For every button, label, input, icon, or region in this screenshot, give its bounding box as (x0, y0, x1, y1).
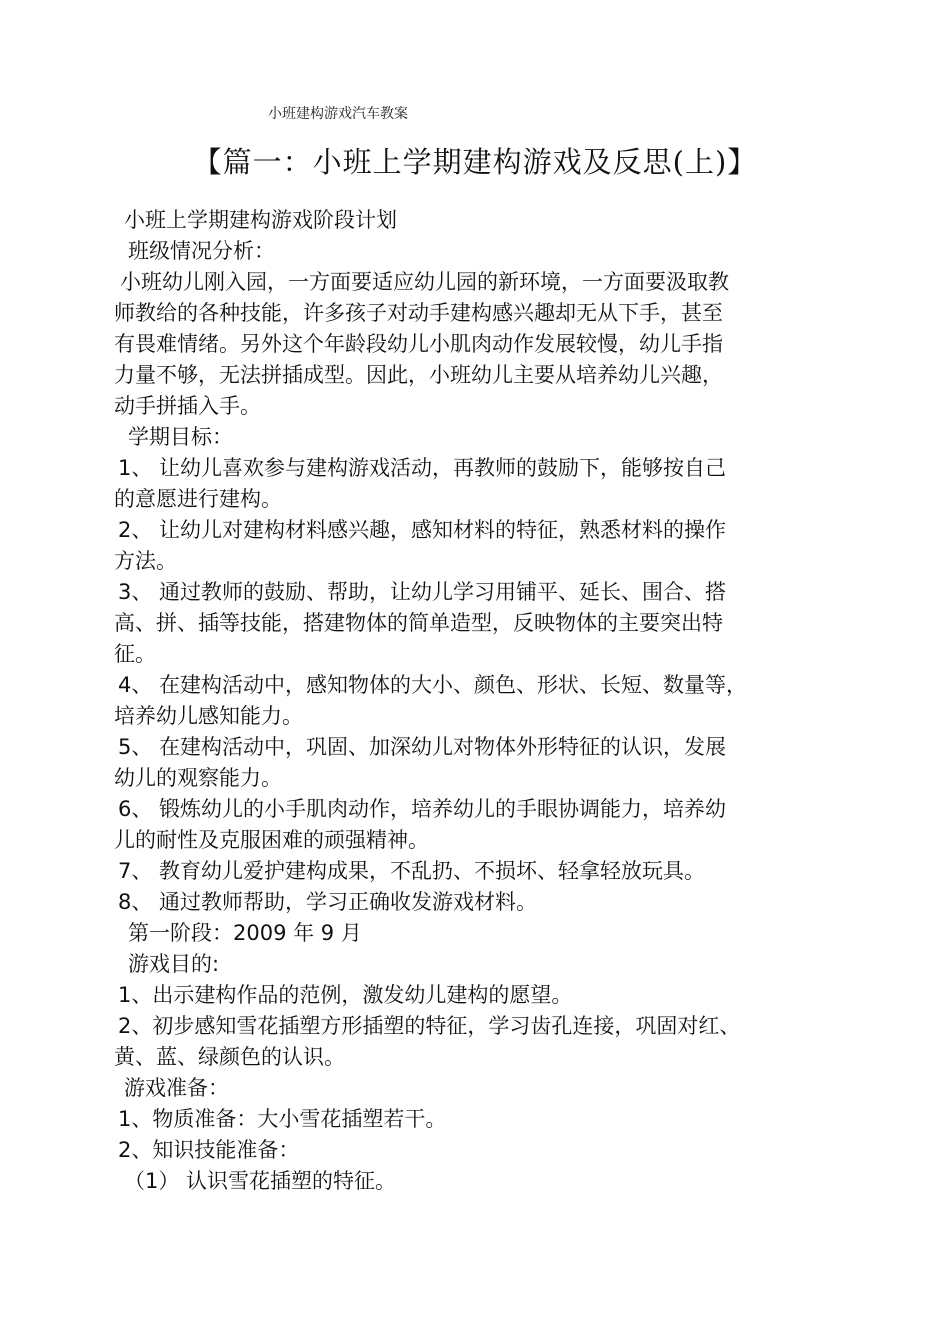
purpose-item: 2、初步感知雪花插塑方形插塑的特征，学习齿孔连接，巩固对红、 (118, 1014, 741, 1038)
stage-heading: 第一阶段：2009 年 9 月 (128, 921, 362, 945)
goal-item: 5、 在建构活动中，巩固、加深幼儿对物体外形特征的认识，发展 (118, 735, 727, 759)
goal-item-continuation: 高、拼、插等技能，搭建物体的简单造型，反映物体的主要突出特 (114, 611, 723, 635)
goal-item-continuation: 征。 (114, 642, 156, 666)
document-body (114, 205, 844, 1197)
section-heading-class-analysis: 班级情况分析： (128, 239, 275, 263)
goal-item: 4、 在建构活动中，感知物体的大小、颜色、形状、长短、数量等， (118, 673, 748, 697)
purpose-item: 1、出示建构作品的范例，激发幼儿建构的愿望。 (118, 983, 573, 1007)
goal-item: 2、 让幼儿对建构材料感兴趣，感知材料的特征，熟悉材料的操作 (118, 518, 727, 542)
goal-item: 8、 通过教师帮助，学习正确收发游戏材料。 (118, 890, 538, 914)
goal-item-continuation: 幼儿的观察能力。 (114, 766, 282, 790)
section-heading-game-purpose: 游戏目的: (128, 952, 220, 976)
preparation-item: 2、知识技能准备： (118, 1138, 300, 1162)
preparation-item: 1、物质准备：大小雪花插塑若干。 (118, 1107, 447, 1131)
paragraph-line: 力量不够，无法拼插成型。因此，小班幼儿主要从培养幼儿兴趣， (114, 363, 723, 387)
document-header-note: 小班建构游戏汽车教案 (268, 106, 408, 122)
paragraph-line: 小班幼儿刚入园，一方面要适应幼儿园的新环境，一方面要汲取教 (120, 270, 729, 294)
paragraph-line: 动手拼插入手。 (114, 394, 261, 418)
section-heading-game-preparation: 游戏准备： (124, 1076, 229, 1100)
plan-heading: 小班上学期建构游戏阶段计划 (124, 208, 397, 232)
goal-item: 6、 锻炼幼儿的小手肌肉动作，培养幼儿的手眼协调能力，培养幼 (118, 797, 727, 821)
goal-item: 1、 让幼儿喜欢参与建构游戏活动，再教师的鼓励下，能够按自己 (118, 456, 727, 480)
goal-item: 3、 通过教师的鼓励、帮助，让幼儿学习用铺平、延长、围合、搭 (118, 580, 727, 604)
paragraph-line: 师教给的各种技能，许多孩子对动手建构感兴趣却无从下手，甚至 (114, 301, 723, 325)
goal-item-continuation: 培养幼儿感知能力。 (114, 704, 303, 728)
goal-item-continuation: 的意愿进行建构。 (114, 487, 282, 511)
goal-item-continuation: 儿的耐性及克服困难的顽强精神。 (114, 828, 429, 852)
preparation-subitem: （1） 认识雪花插塑的特征。 (124, 1169, 397, 1193)
goal-item: 7、 教育幼儿爱护建构成果，不乱扔、不损坏、轻拿轻放玩具。 (118, 859, 706, 883)
document-title: 【篇一：小班上学期建构游戏及反思(上)】 (192, 145, 758, 179)
section-heading-semester-goals: 学期目标： (128, 425, 233, 449)
purpose-item-continuation: 黄、蓝、绿颜色的认识。 (114, 1045, 345, 1069)
paragraph-line: 有畏难情绪。另外这个年龄段幼儿小肌肉动作发展较慢，幼儿手指 (114, 332, 723, 356)
goal-item-continuation: 方法。 (114, 549, 177, 573)
